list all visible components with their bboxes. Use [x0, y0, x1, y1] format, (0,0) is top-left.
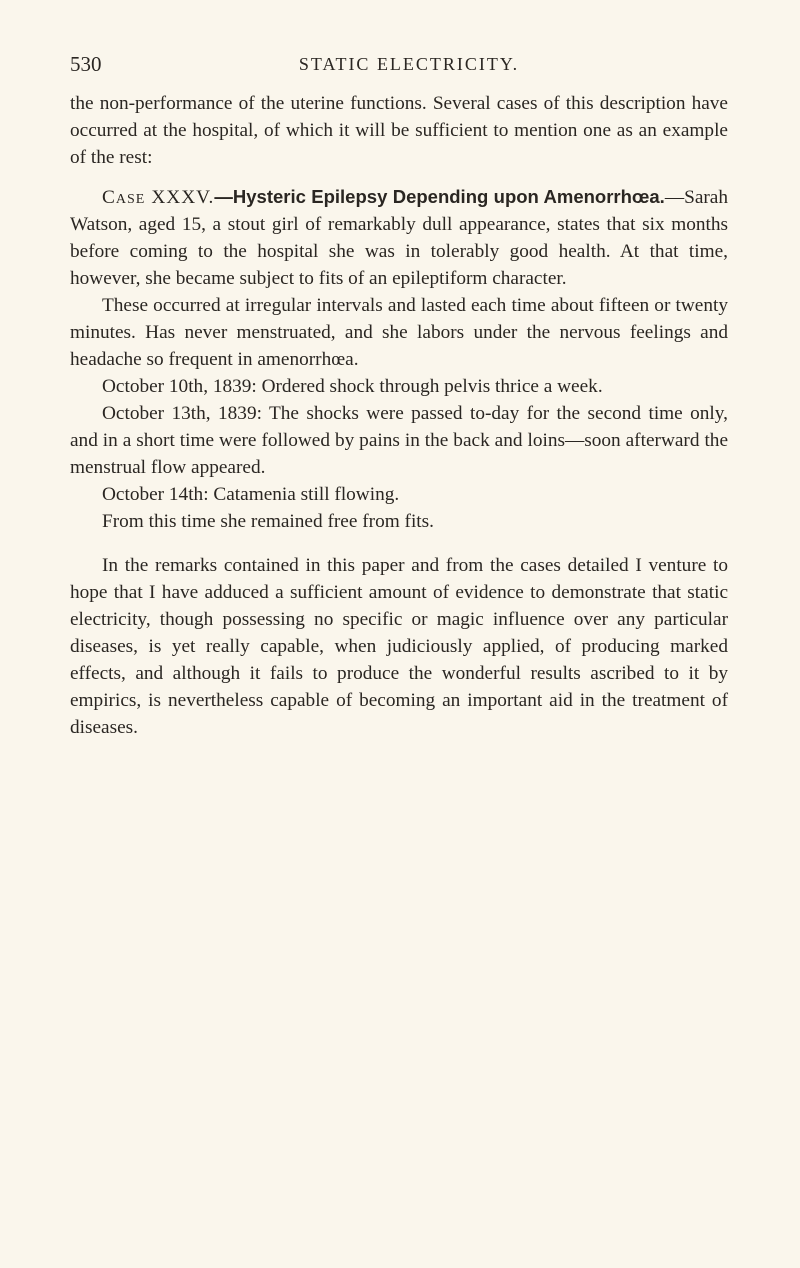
page-number: 530 [70, 52, 102, 76]
intro-paragraph: the non-performance of the uterine functions. Several cases of this description have occurred at the hospital, of which it will be sufficient to mention one as an example of the rest: [70, 93, 728, 168]
entry-oct-10: October 10th, 1839: Ordered shock through pelvis thrice a week. [102, 376, 603, 397]
running-head: STATIC ELECTRICITY. [298, 54, 520, 74]
page-body [70, 90, 728, 741]
case-paragraph [70, 183, 728, 292]
case-body: —Sarah Watson, aged 15, a stout girl of remarkably dull appearance, states that six months before coming to the hospital she was in tolerably good health. At that time, however, she became subject to fits of an epileptiform character. [70, 187, 728, 289]
outcome-paragraph: From this time she remained free from fits. [102, 511, 434, 532]
entry-oct-13: October 13th, 1839: The shocks were passed to-day for the second time only, and in a short time were followed by pains in the back and loins—soon afterward the menstrual flow appeared. [70, 403, 728, 478]
conclusion-paragraph: In the remarks contained in this paper and from the cases detailed I venture to hope that I have adduced a sufficient amount of evidence to demonstrate that static electricity, though possessing no specific or magic influence over any particular diseases, is yet really capable, when judiciously applied, of producing marked effects, and although it fails to produce the wonderful results ascribed to it by empirics, is nevertheless capable of becoming an important aid in the treatment of diseases. [70, 555, 728, 738]
page-header [70, 52, 728, 82]
case-title: —Hysteric Epilepsy Depending upon Amenorrhœa. [214, 186, 665, 207]
case-label: Case XXXV. [102, 187, 215, 208]
case-symptoms-paragraph: These occurred at irregular intervals and lasted each time about fifteen or twenty minutes. Has never menstruated, and she labors under the nervous feelings and headache so frequent in amenorrhœa. [70, 295, 728, 370]
entry-oct-14: October 14th: Catamenia still flowing. [102, 484, 400, 505]
